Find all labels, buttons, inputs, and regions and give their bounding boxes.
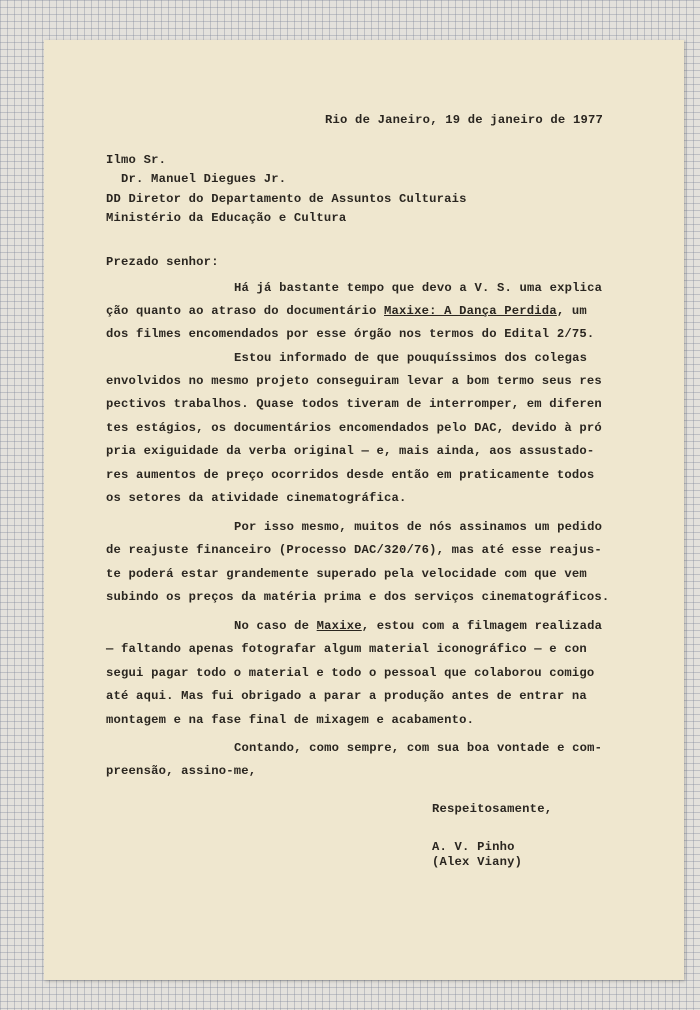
closing: Respeitosamente, xyxy=(432,802,553,816)
address-line: Ministério da Educação e Cultura xyxy=(106,211,347,225)
address-line: Dr. Manuel Diegues Jr. xyxy=(121,172,287,186)
body-line: de reajuste financeiro (Processo DAC/320/76), mas até esse reajus- xyxy=(106,543,602,557)
body-line: segui pagar todo o material e todo o pessoal que colaborou comigo xyxy=(106,666,595,680)
letter-date: Rio de Janeiro, 19 de janeiro de 1977 xyxy=(325,113,604,127)
body-line: dos filmes encomendados por esse órgão nos termos do Edital 2/75. xyxy=(106,327,595,341)
signature-alias: (Alex Viany) xyxy=(432,855,523,869)
signature-name: A. V. Pinho xyxy=(432,840,515,854)
film-title-short: Maxixe xyxy=(316,619,362,633)
body-line: ção quanto ao atraso do documentário Maxixe: A Dança Perdida, um xyxy=(106,304,587,318)
body-line: te poderá estar grandemente superado pela velocidade com que vem xyxy=(106,567,587,581)
body-line: Contando, como sempre, com sua boa vontade e com- xyxy=(234,741,603,755)
body-line: res aumentos de preço ocorridos desde então em praticamente todos xyxy=(106,468,595,482)
body-line: os setores da atividade cinematográfica. xyxy=(106,491,407,505)
salutation: Prezado senhor: xyxy=(106,255,219,269)
body-line: tes estágios, os documentários encomendados pelo DAC, devido à pró xyxy=(106,421,602,435)
body-line: Há já bastante tempo que devo a V. S. uma explica xyxy=(234,281,603,295)
letter-page xyxy=(44,40,684,980)
body-line: Por isso mesmo, muitos de nós assinamos um pedido xyxy=(234,520,603,534)
body-line: No caso de Maxixe, estou com a filmagem realizada xyxy=(234,619,603,633)
body-line: até aqui. Mas fui obrigado a parar a produção antes de entrar na xyxy=(106,689,587,703)
body-line: envolvidos no mesmo projeto conseguiram levar a bom termo seus res xyxy=(106,374,602,388)
body-line: Estou informado de que pouquíssimos dos colegas xyxy=(234,351,588,365)
address-line: DD Diretor do Departamento de Assuntos Culturais xyxy=(106,192,467,206)
body-line: montagem e na fase final de mixagem e acabamento. xyxy=(106,713,475,727)
body-line: — faltando apenas fotografar algum material iconográfico — e con xyxy=(106,642,587,656)
body-line: pectivos trabalhos. Quase todos tiveram de interromper, em diferen xyxy=(106,397,602,411)
film-title: Maxixe: A Dança Perdida xyxy=(384,304,557,318)
body-line: subindo os preços da matéria prima e dos serviços cinematográficos. xyxy=(106,590,610,604)
body-line: preensão, assino-me, xyxy=(106,764,257,778)
address-line: Ilmo Sr. xyxy=(106,153,167,167)
body-line: pria exiguidade da verba original — e, mais ainda, aos assustado- xyxy=(106,444,595,458)
